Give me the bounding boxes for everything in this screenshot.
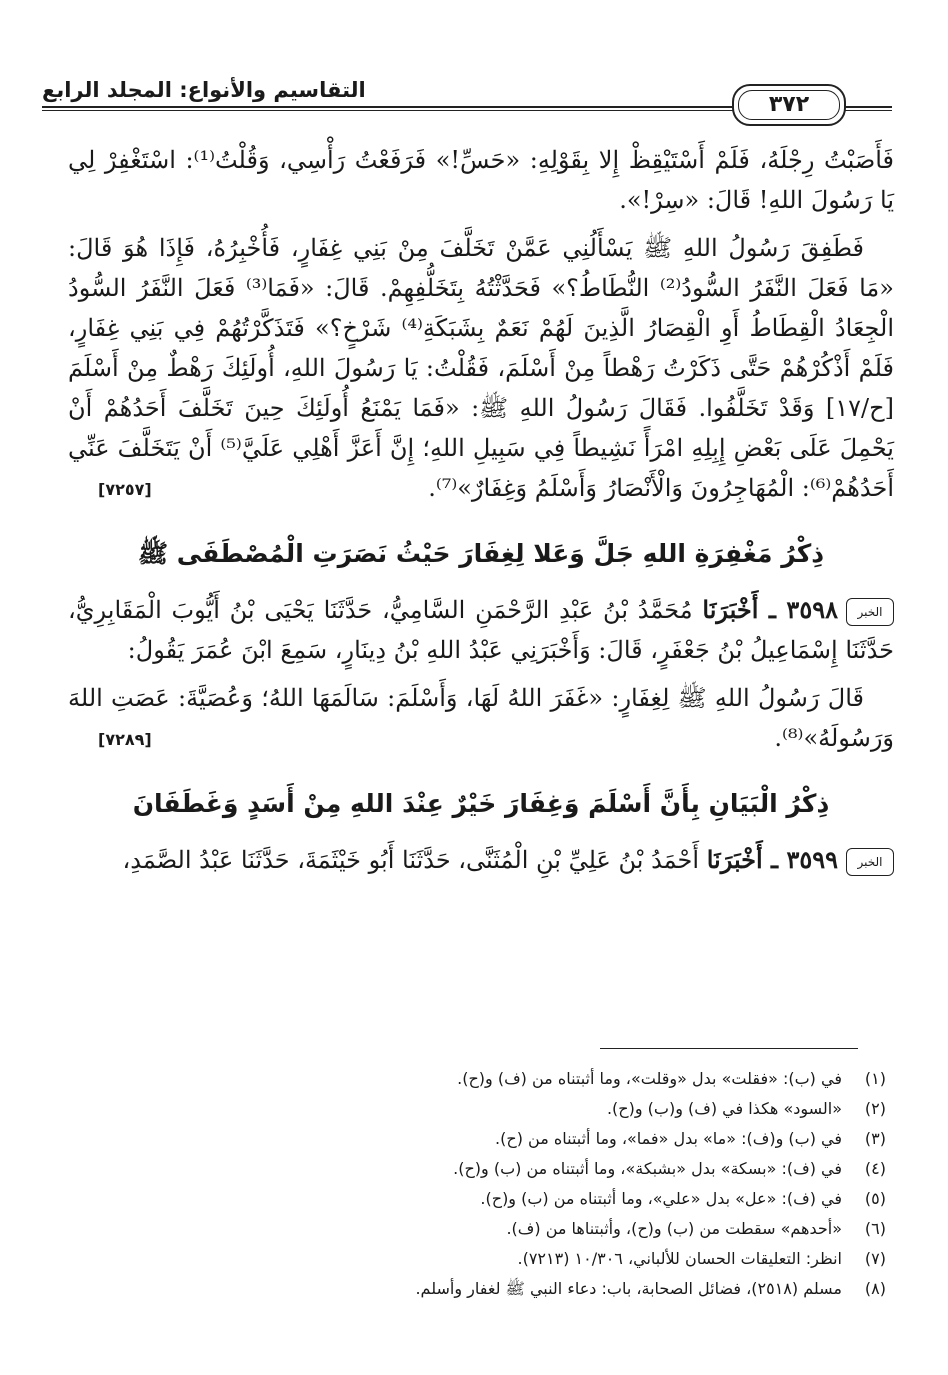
khabar-icon: الخبر [846,848,894,876]
section-heading: ذِكْرُ الْبَيَانِ بِأَنَّ أَسْلَمَ وَغِفَارَ خَيْرٌ عِنْدَ اللهِ مِنْ أَسَدٍ وَغَطَفَانَ [132,789,830,818]
footnote-number: (١) [864,1069,886,1088]
hadith-reference: [٧٢٨٩] [98,730,152,749]
hadith-number: ٣٥٩٨ ـ أَخْبَرَنَا [702,595,838,624]
footnotes [90,1064,886,1304]
hadith-isnad [68,590,894,670]
footnote [90,1214,886,1244]
footnote-number: (٥) [864,1189,886,1208]
footnote [90,1274,886,1304]
footnote-text: في (ف): «بسكة» بدل «بشبكة»، وما أثبتناه من (ب) و(ح). [453,1159,842,1178]
footnote-text: انظر: التعليقات الحسان للألباني، ١٠/٣٠٦ (٧٢١٣). [517,1249,842,1268]
section-heading: ذِكْرُ مَغْفِرَةِ اللهِ جَلَّ وَعَلا لِغِفَارَ حَيْثُ نَصَرَتِ الْمُصْطَفَى ﷺ [137,539,825,568]
hadith-reference: [٧٢٥٧] [98,480,152,499]
khabar-icon: الخبر [846,598,894,626]
footnote-number: (٣) [864,1129,886,1148]
hadith-matn [68,678,894,758]
footnote-number: (٢) [864,1099,886,1118]
footnote [90,1184,886,1214]
footnote-text: في (ب) و(ف): «ما» بدل «فما»، وما أثبتناه من (ح). [495,1129,842,1148]
main-text [68,140,894,888]
footnote [90,1094,886,1124]
footnote-text: «أحدهم» سقطت من (ب) و(ح)، وأثبتناها من (ف). [506,1219,842,1238]
paragraph-text: فَطَفِقَ رَسُولُ اللهِ ﷺ يَسْأَلُنِي عَمَّنْ تَخَلَّفَ مِنْ بَنِي غِفَارٍ، فَأُخْبِرُهُ، فَإِذَا هُوَ قَالَ: «مَا فَعَلَ النَّفَرُ السُّودُ⁽²⁾ النُّطَاطُ؟» فَحَدَّثْتُهُ بِتَخَلُّفِهِمْ. قَالَ: «فَمَا⁽³⁾ فَعَلَ النَّفَرُ السُّودُ الْجِعَادُ الْقِطَاطُ أَوِ الْقِصَارُ الَّذِينَ لَهُمْ نَعَمٌ بِشَبَكَةِ⁽⁴⁾ شَرْخٍ؟» فَتَذَكَّرْتُهُمْ فِي بَنِي غِفَارٍ، فَلَمْ أَذْكُرْهُمْ حَتَّى ذَكَرْتُ رَهْطاً مِنْ أَسْلَمَ، فَقُلْتُ: يَا رَسُولَ اللهِ، أُولَئِكَ رَهْطٌ مِنْ أَسْلَمَ [ح/١٧] وَقَدْ تَخَلَّفُوا. فَقَالَ رَسُولُ اللهِ ﷺ: «فَمَا يَمْنَعُ أُولَئِكَ حِينَ تَخَلَّفَ أَحَدُهُمْ أَنْ يَحْمِلَ عَلَى بَعْضِ إِبِلِهِ امْرَأً نَشِيطاً فِي سَبِيلِ اللهِ؛ إِنَّ أَعَزَّ أَهْلِي عَلَيَّ⁽⁵⁾ أَنْ يَتَخَلَّفَ عَنِّي أَحَدُهُمْ⁽⁶⁾: الْمُهَاجِرُونَ وَالْأَنْصَارُ وَأَسْلَمُ وَغِفَارٌ»⁽⁷⁾. [68,234,894,502]
hadith-isnad [68,840,894,880]
matn-text: قَالَ رَسُولُ اللهِ ﷺ لِغِفَارٍ: «غَفَرَ اللهُ لَهَا، وَأَسْلَمَ: سَالَمَهَا اللهُ؛ وَعُصَيَّةَ: عَصَتِ اللهَ وَرَسُولَهُ»⁽⁸⁾. [68,684,894,752]
paragraph: فَأَصَبْتُ رِجْلَهُ، فَلَمْ أَسْتَيْقِظْ إِلا بِقَوْلِهِ: «حَسِّ!» فَرَفَعْتُ رَأْسِي، وَقُلْتُ⁽¹⁾: اسْتَغْفِرْ لِي يَا رَسُولَ اللهِ! قَالَ: «سِرْ!». [68,146,894,214]
footnote-number: (٤) [864,1159,886,1178]
isnad-text: أَحْمَدُ بْنُ عَلِيِّ بْنِ الْمُثَنَّى، حَدَّثَنَا أَبُو خَيْثَمَةَ، حَدَّثَنَا عَبْدُ الصَّمَدِ، [122,846,700,874]
footnote-number: (٦) [864,1219,886,1238]
footnote-text: مسلم (٢٥١٨)، فضائل الصحابة، باب: دعاء النبي ﷺ لغفار وأسلم. [415,1279,842,1298]
isnad-text: مُحَمَّدُ بْنُ عَبْدِ الرَّحْمَنِ السَّامِيُّ، حَدَّثَنَا يَحْيَى بْنُ أَيُّوبَ الْمَقَابِرِيُّ، حَدَّثَنَا إِسْمَاعِيلُ بْنُ جَعْفَرٍ، قَالَ: وَأَخْبَرَنِي عَبْدُ اللهِ بْنُ دِينَارٍ، سَمِعَ ابْنَ عُمَرَ يَقُولُ: [68,596,894,664]
footnote [90,1124,886,1154]
footnote [90,1244,886,1274]
running-title: التقاسيم والأنواع: المجلد الرابع [42,78,372,102]
footnote [90,1154,886,1184]
footnote-number: (٧) [864,1249,886,1268]
paragraph [68,228,894,508]
footnote-rule [600,1048,858,1049]
footnote-number: (٨) [864,1279,886,1298]
hadith-number: ٣٥٩٩ ـ أَخْبَرَنَا [706,845,838,874]
page-number-text: ٣٧٢ [768,92,810,117]
page-number [732,84,846,126]
footnote [90,1064,886,1094]
footnote-text: «السود» هكذا في (ف) و(ب) و(ح). [606,1099,842,1118]
footnote-text: في (ب): «فقلت» بدل «وقلت»، وما أثبتناه من (ف) و(ح). [457,1069,842,1088]
page-header [42,78,892,118]
footnote-text: في (ف): «عل» بدل «علي»، وما أثبتناه من (ب) و(ح). [480,1189,842,1208]
